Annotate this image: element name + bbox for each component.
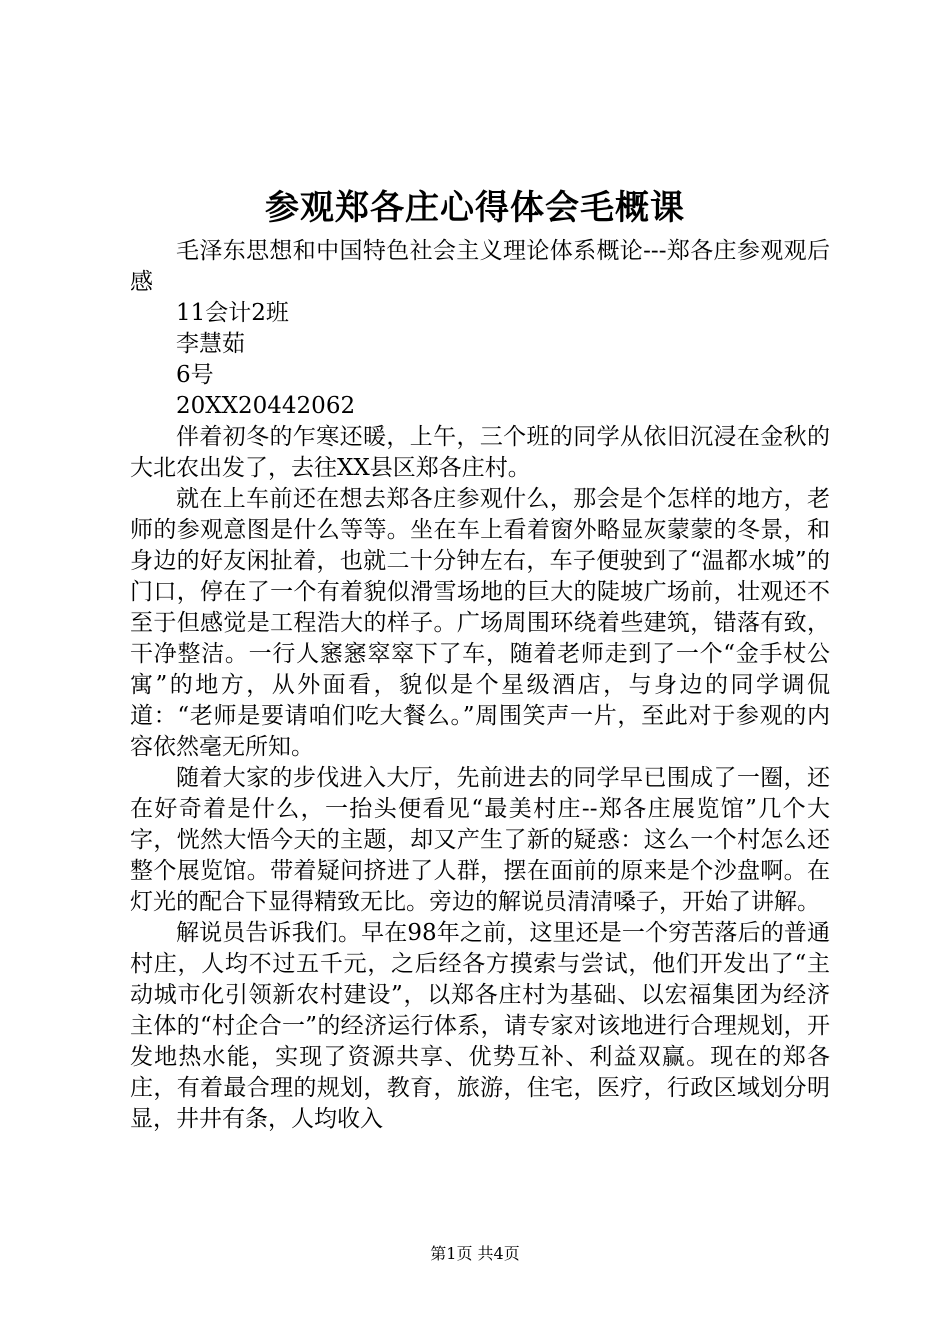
document-title: 参观郑各庄心得体会毛概课 (265, 188, 685, 228)
document-body (130, 236, 830, 1135)
paragraph-number: 6号 (176, 362, 214, 388)
paragraph-course-heading: 毛泽东思想和中国特色社会主义理论体系概论---郑各庄参观观后感 (130, 238, 830, 295)
paragraph-body: 随着大家的步伐进入大厅，先前进去的同学早已围成了一圈，还在好奇着是什么，一抬头便看见“最美村庄--郑各庄展览馆”几个大字，恍然大悟今天的主题，却又产生了新的疑惑：这么一个村怎么还整个展览馆。带着疑问挤进了人群，摆在面前的原来是个沙盘啊。在灯光的配合下显得精致无比。旁边的解说员清清嗓子，开始了讲解。 (130, 765, 830, 915)
page-footer: 第1页 共4页 (430, 1244, 520, 1263)
paragraph-body: 解说员告诉我们。早在98年之前，这里还是一个穷苦落后的普通村庄，人均不过五千元，之后经各方摸索与尝试，他们开发出了“主动城市化引领新农村建设”，以郑各庄村为基础、以宏福集团为经济主体的“村企合一”的经济运行体系，请专家对该地进行合理规划，开发地热水能，实现了资源共享、优势互补、利益双赢。现在的郑各庄，有着最合理的规划，教育，旅游，住宅，医疗，行政区域划分明显，井井有条，人均收入 (130, 920, 830, 1132)
paragraph-author: 李慧茹 (176, 331, 245, 357)
paragraph-body: 就在上车前还在想去郑各庄参观什么，那会是个怎样的地方，老师的参观意图是什么等等。坐在车上看着窗外略显灰蒙蒙的冬景，和身边的好友闲扯着，也就二十分钟左右，车子便驶到了“温都水城”的门口，停在了一个有着貌似滑雪场地的巨大的陡坡广场前，壮观还不至于但感觉是工程浩大的样子。广场周围环绕着些建筑，错落有致，干净整洁。一行人窸窸窣窣下了车，随着老师走到了一个“金手杖公寓”的地方，从外面看，貌似是个星级酒店，与身边的同学调侃道：“老师是要请咱们吃大餐么。”周围笑声一片，至此对于参观的内容依然毫无所知。 (130, 486, 830, 760)
paragraph-body: 伴着初冬的乍寒还暖，上午，三个班的同学从依旧沉浸在金秋的大北农出发了，去往XX县区郑各庄村。 (130, 424, 830, 481)
paragraph-student-id: 20XX20442062 (176, 393, 356, 419)
paragraph-class: 11会计2班 (176, 300, 289, 326)
